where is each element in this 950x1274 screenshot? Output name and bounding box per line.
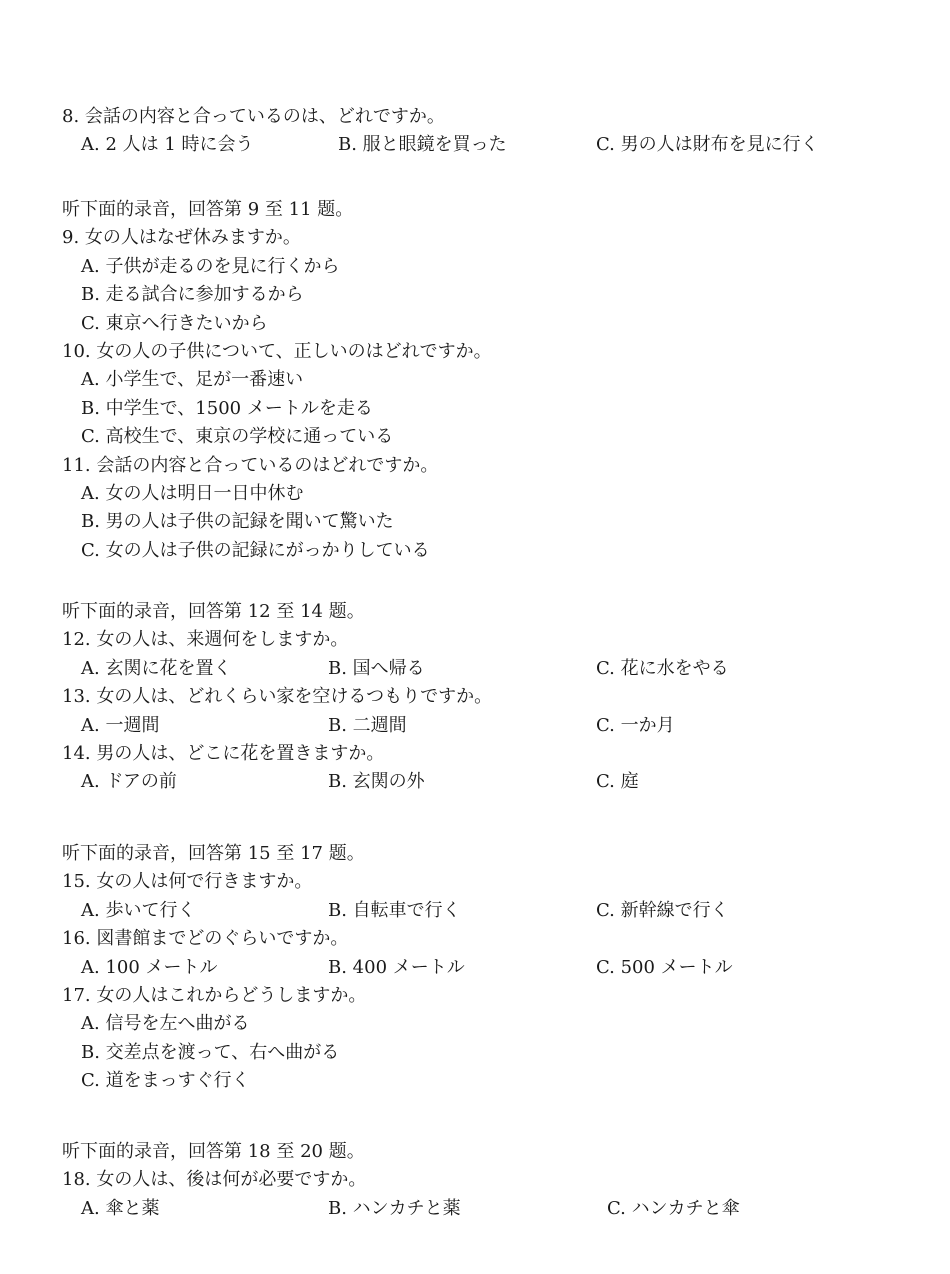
- option-c: C. 新幹線で行く: [596, 899, 729, 921]
- option-a: A. 一週間: [81, 714, 160, 736]
- option-b: B. 交差点を渡って、右へ曲がる: [81, 1041, 340, 1063]
- option-c: C. 庭: [596, 771, 639, 793]
- option-b: B. 国へ帰る: [328, 657, 425, 679]
- option-c: C. 女の人は子供の記録にがっかりしている: [81, 539, 430, 561]
- option-b: B. 走る試合に参加するから: [81, 284, 304, 306]
- option-a: A. 玄関に花を置く: [81, 657, 232, 679]
- section-heading: 听下面的录音，回答第 15 至 17 题。: [62, 843, 365, 864]
- option-row: [62, 131, 922, 159]
- option-row: [62, 1195, 922, 1223]
- option-c: C. 高校生で、東京の学校に通っている: [81, 426, 394, 448]
- question-stem: 8. 会話の内容と合っているのは、どれですか。: [62, 106, 445, 127]
- option-a: A. 2 人は 1 時に会う: [81, 134, 254, 156]
- option-b: B. 男の人は子供の記録を聞いて驚いた: [81, 511, 394, 533]
- option-a: A. ドアの前: [81, 771, 177, 793]
- option-a: A. 小学生で、足が一番速い: [81, 369, 304, 391]
- option-row: [62, 768, 922, 796]
- option-row: [62, 712, 922, 740]
- option-b: B. 服と眼鏡を買った: [338, 134, 507, 156]
- option-a: A. 傘と薬: [81, 1197, 160, 1219]
- question-stem: 16. 図書館までどのぐらいですか。: [62, 928, 349, 950]
- question-stem: 12. 女の人は、来週何をしますか。: [62, 629, 349, 651]
- option-b: B. 400 メートル: [328, 956, 465, 978]
- option-b: B. 二週間: [328, 714, 407, 736]
- option-c: C. 男の人は財布を見に行く: [596, 134, 819, 156]
- option-b: B. ハンカチと薬: [328, 1197, 461, 1219]
- option-a: A. 100 メートル: [81, 956, 218, 978]
- section-12-14: [62, 598, 922, 797]
- option-b: B. 中学生で、1500 メートルを走る: [81, 397, 373, 419]
- section-heading: 听下面的录音，回答第 18 至 20 题。: [62, 1141, 365, 1162]
- option-row: [62, 954, 922, 982]
- option-row: [62, 655, 922, 683]
- section-9-11: [62, 196, 922, 565]
- question-stem: 9. 女の人はなぜ休みますか。: [62, 227, 301, 249]
- section-heading: 听下面的录音，回答第 12 至 14 题。: [62, 601, 365, 622]
- option-row: [62, 897, 922, 925]
- option-c: C. 一か月: [596, 714, 675, 736]
- option-b: B. 玄関の外: [328, 771, 425, 793]
- section-heading: 听下面的录音，回答第 9 至 11 题。: [62, 199, 354, 220]
- question-stem: 11. 会話の内容と合っているのはどれですか。: [62, 454, 439, 476]
- section-18-20: [62, 1138, 922, 1223]
- question-stem: 18. 女の人は、後は何が必要ですか。: [62, 1169, 367, 1191]
- section-15-17: [62, 840, 922, 1096]
- option-c: C. ハンカチと傘: [607, 1197, 740, 1219]
- option-a: A. 信号を左へ曲がる: [81, 1013, 250, 1035]
- question-stem: 15. 女の人は何で行きますか。: [62, 871, 313, 893]
- question-stem: 14. 男の人は、どこに花を置きますか。: [62, 742, 385, 764]
- option-a: A. 女の人は明日一日中休む: [81, 482, 304, 504]
- question-stem: 10. 女の人の子供について、正しいのはどれですか。: [62, 340, 492, 362]
- question-stem: 17. 女の人はこれからどうしますか。: [62, 984, 367, 1006]
- question-8: [62, 103, 922, 160]
- option-a: A. 子供が走るのを見に行くから: [81, 255, 340, 277]
- option-c: C. 東京へ行きたいから: [81, 312, 268, 334]
- option-c: C. 花に水をやる: [596, 657, 729, 679]
- question-stem: 13. 女の人は、どれくらい家を空けるつもりですか。: [62, 686, 493, 708]
- option-c: C. 道をまっすぐ行く: [81, 1070, 250, 1092]
- option-c: C. 500 メートル: [596, 956, 733, 978]
- option-b: B. 自転車で行く: [328, 899, 461, 921]
- option-a: A. 歩いて行く: [81, 899, 196, 921]
